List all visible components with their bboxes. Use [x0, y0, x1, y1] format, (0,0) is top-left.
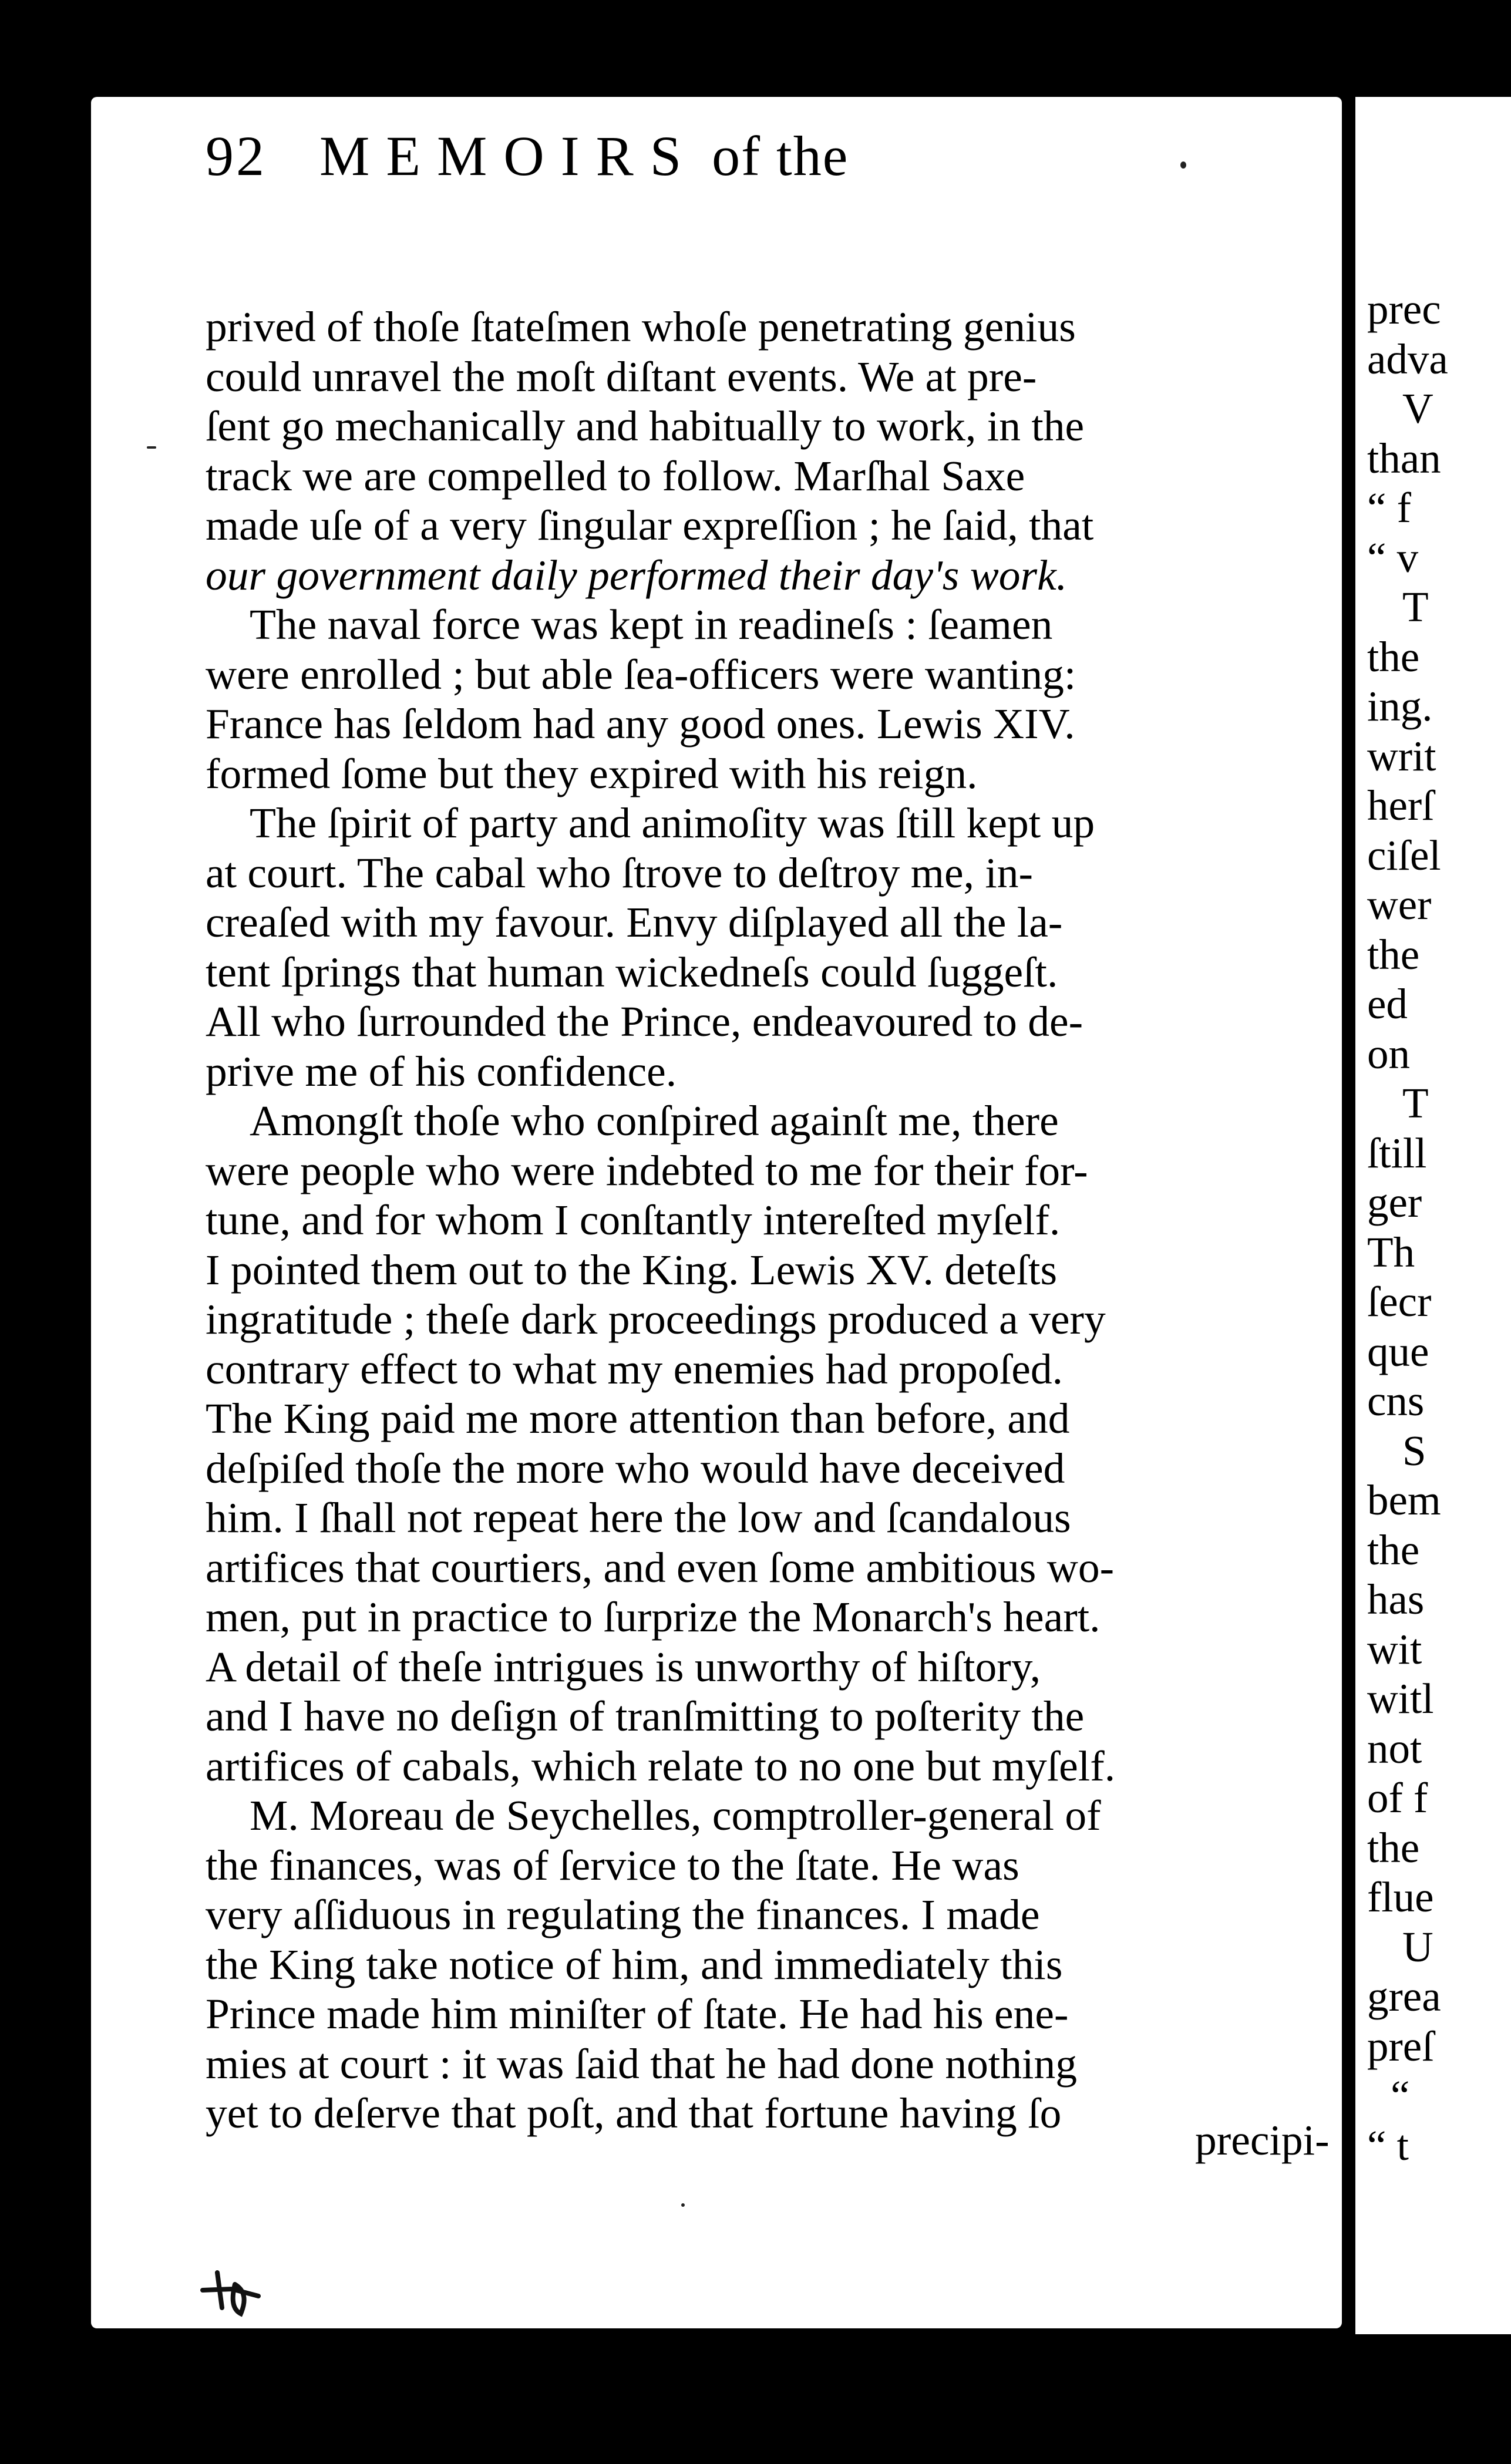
pen-mark-doodle — [200, 2267, 264, 2320]
text-line: and I have no deſign of tranſmitting to poſterity the — [206, 1692, 1085, 1740]
text-line: deſpiſed thoſe the more who would have deceived — [206, 1444, 1065, 1492]
text-line: were enrolled ; but able ſea-officers were wanting: — [206, 650, 1076, 698]
facing-line: que — [1367, 1327, 1429, 1375]
text-line: tent ſprings that human wickedneſs could ſuggeſt. — [206, 948, 1058, 996]
facing-line: “ f — [1367, 484, 1411, 531]
text-line: France has ſeldom had any good ones. Lewis XIV. — [206, 700, 1075, 748]
facing-line: the — [1367, 930, 1420, 978]
facing-line: on — [1367, 1029, 1410, 1078]
facing-line: preſ — [1367, 2022, 1434, 2070]
ink-speck — [1180, 161, 1186, 169]
facing-page-text — [1355, 285, 1511, 2170]
text-line: Prince made him miniſter of ſtate. He had his ene- — [206, 1990, 1069, 2038]
facing-line: cns — [1367, 1377, 1425, 1425]
facing-line: “ t — [1367, 2121, 1409, 2169]
facing-line: not — [1367, 1724, 1422, 1772]
facing-line: S — [1402, 1426, 1426, 1475]
facing-line: has — [1367, 1576, 1425, 1623]
text-line: The ſpirit of party and animoſity was ſtill kept up — [250, 799, 1095, 847]
ink-speck — [681, 2203, 685, 2207]
facing-line: wit — [1367, 1625, 1422, 1673]
text-line: A detail of theſe intrigues is unworthy of hiſtory, — [206, 1642, 1041, 1691]
facing-line: ſtill — [1367, 1129, 1427, 1177]
text-line: prive me of his confidence. — [206, 1047, 677, 1095]
facing-line: wer — [1367, 881, 1432, 928]
facing-line: ciſel — [1367, 831, 1441, 879]
text-line: artifices that courtiers, and even ſome ambitious wo- — [206, 1543, 1115, 1591]
text-line: I pointed them out to the King. Lewis XV. deteſts — [206, 1246, 1058, 1294]
facing-line: bem — [1367, 1476, 1441, 1524]
facing-line: ing. — [1367, 682, 1433, 730]
running-title-tail: of the — [712, 124, 849, 187]
running-title: MEMOIRS — [319, 124, 698, 187]
text-line: men, put in practice to ſurprize the Monarch's heart. — [206, 1593, 1101, 1641]
facing-line: grea — [1367, 1972, 1441, 2020]
text-line: were people who were indebted to me for their for- — [206, 1146, 1088, 1194]
facing-line: “ — [1391, 2072, 1410, 2119]
facing-line: ger — [1367, 1179, 1422, 1226]
text-line: formed ſome but they expired with his reign. — [206, 749, 978, 797]
text-line: The naval force was kept in readineſs : ſeamen — [250, 601, 1053, 648]
facing-line: the — [1367, 632, 1420, 681]
facing-line: ed — [1367, 980, 1408, 1028]
facing-line: of f — [1367, 1774, 1428, 1822]
text-line-italic: our government daily performed their day's work. — [206, 551, 1068, 599]
text-line: at court. The cabal who ſtrove to deſtroy me, in- — [206, 849, 1033, 897]
facing-line: the — [1367, 1526, 1420, 1574]
facing-line: “ v — [1367, 533, 1419, 581]
text-line: All who ſurrounded the Prince, endeavoured to de- — [206, 998, 1083, 1045]
text-line: him. I ſhall not repeat here the low and ſcandalous — [206, 1494, 1071, 1541]
text-line: ſent go mechanically and habitually to work, in the — [206, 402, 1085, 450]
text-line: track we are compelled to follow. Marſhal Saxe — [206, 452, 1025, 500]
body-text — [206, 302, 1321, 2139]
facing-line: flue — [1367, 1873, 1434, 1921]
facing-line: U — [1402, 1923, 1433, 1971]
facing-line: Th — [1367, 1228, 1415, 1276]
text-line: The King paid me more attention than before, and — [206, 1395, 1070, 1442]
text-line: ingratitude ; theſe dark proceedings produced a very — [206, 1295, 1106, 1343]
text-line: prived of thoſe ſtateſmen whoſe penetrating genius — [206, 303, 1076, 351]
ink-speck — [147, 446, 156, 449]
text-line: M. Moreau de Seychelles, comptroller-general of — [250, 1792, 1101, 1839]
facing-line: than — [1367, 434, 1441, 482]
text-line: yet to deſerve that poſt, and that fortune having ſo — [206, 2089, 1062, 2137]
facing-line: prec — [1367, 285, 1441, 333]
facing-page-strip — [1355, 97, 1511, 2334]
catchword: precipi- — [1195, 2116, 1330, 2164]
facing-line: writ — [1367, 732, 1436, 780]
text-line: Amongſt thoſe who conſpired againſt me, there — [250, 1097, 1059, 1145]
facing-line: adva — [1367, 335, 1448, 383]
text-line: very aſſiduous in regulating the finances. I made — [206, 1891, 1040, 1938]
page-number: 92 — [206, 124, 267, 187]
text-line: the King take notice of him, and immediately this — [206, 1940, 1063, 1988]
text-line: tune, and for whom I conſtantly intereſted myſelf. — [206, 1196, 1061, 1244]
facing-line: the — [1367, 1823, 1420, 1871]
text-line: made uſe of a very ſingular expreſſion ; he ſaid, that — [206, 501, 1094, 549]
text-line: the finances, was of ſervice to the ſtate. He was — [206, 1841, 1019, 1889]
facing-line: ſecr — [1367, 1278, 1432, 1325]
page-header — [206, 123, 1151, 211]
text-line: could unravel the moſt diſtant events. We at pre- — [206, 352, 1037, 400]
facing-line: witl — [1367, 1675, 1434, 1722]
text-line: creaſed with my favour. Envy diſplayed all the la- — [206, 898, 1063, 946]
facing-line: V — [1402, 385, 1433, 432]
text-line: artifices of cabals, which relate to no one but myſelf. — [206, 1742, 1116, 1790]
facing-line: T — [1402, 1079, 1429, 1127]
facing-line: T — [1402, 583, 1429, 631]
text-line: contrary effect to what my enemies had propoſed. — [206, 1345, 1063, 1393]
text-line: mies at court : it was ſaid that he had done nothing — [206, 2039, 1077, 2088]
facing-line: herſ — [1367, 782, 1434, 829]
